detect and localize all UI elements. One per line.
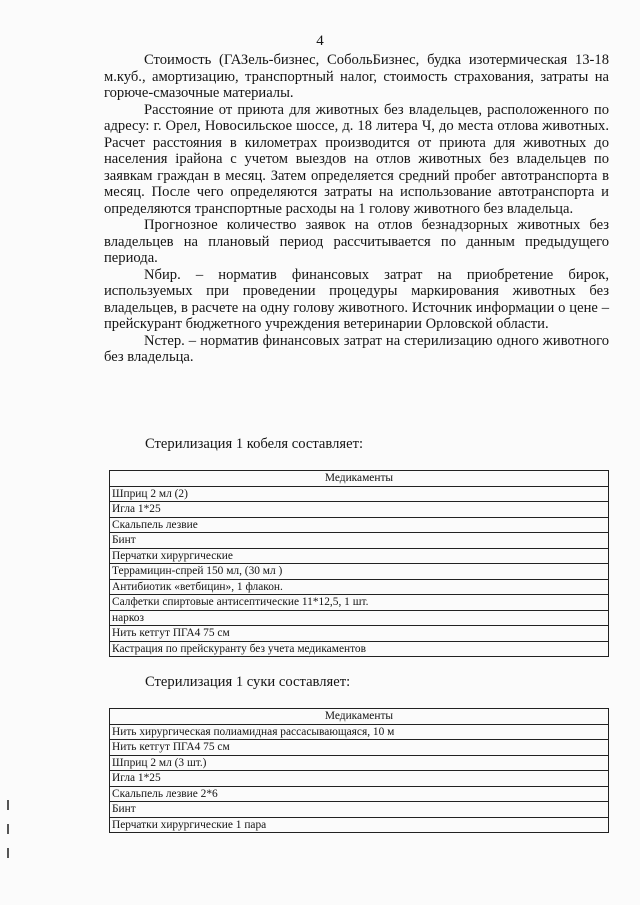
paragraph-distance: Расстояние от приюта для животных без владельцев, расположенного по адресу: г. Орел, Новосильское шоссе, д. 18 литера Ч, до места отлова животных. Расчет расстояния в километрах производится от приюта для животных до населения iрайона с учетом выездов на отлов животных без владельцев по заявкам граждан в месяц. Затем определяется средний пробег автотранспорта в месяц. После чего определяются затраты на использование автотранспорта и определяются транспортные расходы на 1 голову животного без владельца. (104, 101, 609, 217)
table-row: Перчатки хирургические 1 пара (110, 817, 609, 833)
table-row: Игла 1*25 (110, 502, 609, 518)
table-row: наркоз (110, 610, 609, 626)
table-row: Перчатки хирургические (110, 548, 609, 564)
table-row: Антибиотик «ветбицин», 1 флакон. (110, 579, 609, 595)
table-row: Салфетки спиртовые антисептические 11*12,5, 1 шт. (110, 595, 609, 611)
medications-table-female (109, 708, 609, 833)
paragraph-sterilization-norm: Nстер. – норматив финансовых затрат на стерилизацию одного животного без владельца. (104, 332, 609, 365)
section-heading-female: Стерилизация 1 суки составляет: (145, 674, 351, 690)
section-heading-male: Стерилизация 1 кобеля составляет: (145, 436, 364, 452)
table-row: Игла 1*25 (110, 771, 609, 787)
table-row: Бинт (110, 802, 609, 818)
table-row: Скальпель лезвие 2*6 (110, 786, 609, 802)
paragraph-cost: Стоимость (ГАЗель-бизнес, СобольБизнес, будка изотермическая 13-18 м.куб., амортизацию, транспортный налог, стоимость страхования, затраты на горюче-смазочные материалы. (104, 52, 609, 101)
medications-table-male (109, 470, 609, 657)
table-row: Скальпель лезвие (110, 517, 609, 533)
table-row: Нить хирургическая полиамидная рассасывающаяся, 10 м (110, 724, 609, 740)
table-row: Шприц 2 мл (3 шт.) (110, 755, 609, 771)
table-row: Нить кетгут ПГА4 75 см (110, 626, 609, 642)
body-text (104, 52, 609, 366)
table-header: Медикаменты (110, 709, 609, 725)
table-row: Бинт (110, 533, 609, 549)
table-row: Террамицин-спрей 150 мл, (30 мл ) (110, 564, 609, 580)
paragraph-tags-norm: Nбир. – норматив финансовых затрат на приобретение бирок, используемых при проведении процедуры маркирования животных без владельцев, в расчете на одну голову животного. Источник информации о цене – прейскурант бюджетного учреждения ветеринарии Орловской области. (104, 266, 609, 332)
scan-margin-marks (7, 800, 11, 900)
table-row: Нить кетгут ПГА4 75 см (110, 740, 609, 756)
paragraph-forecast: Прогнозное количество заявок на отлов безнадзорных животных без владельцев на плановый период рассчитывается по данным предыдущего периода. (104, 217, 609, 266)
table-row: Кастрация по прейскуранту без учета медикаментов (110, 641, 609, 657)
table-row: Шприц 2 мл (2) (110, 486, 609, 502)
table-header: Медикаменты (110, 471, 609, 487)
page-number: 4 (316, 33, 324, 49)
